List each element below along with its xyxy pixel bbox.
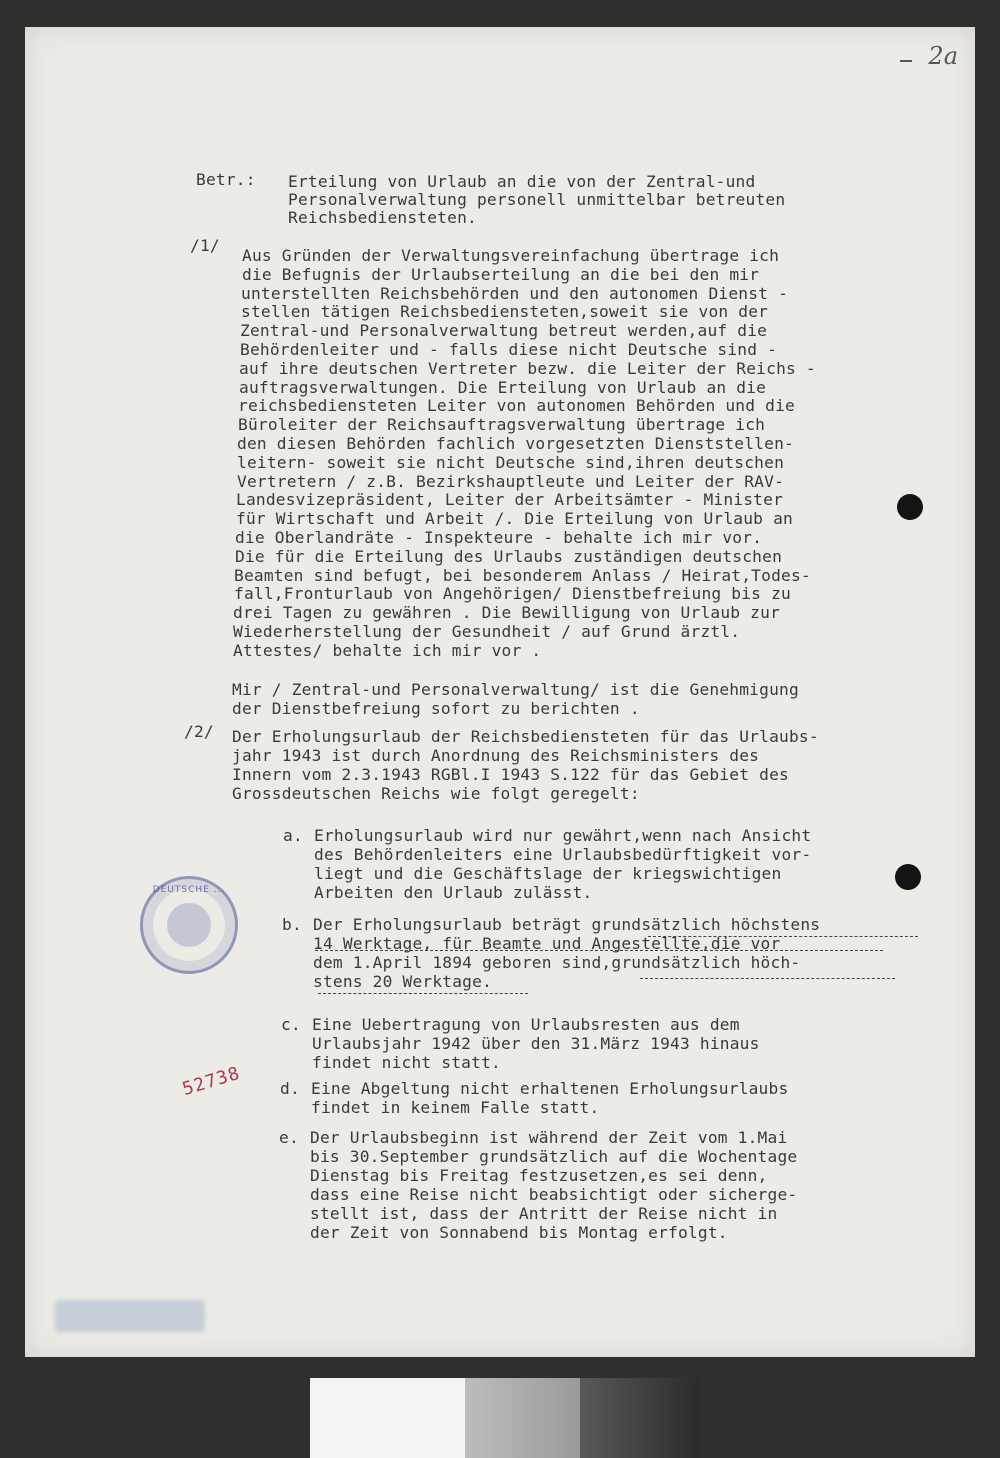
list-item-line: liegt und die Geschäftslage der kriegswichtigen [314,864,782,883]
paragraph-line: leitern- soweit sie nicht Deutsche sind,ihren deutschen [237,452,785,472]
list-item-line: Dienstag bis Freitag festzusetzen,es sei denn, [310,1166,768,1185]
list-item-line: dem 1.April 1894 geboren sind,grundsätzlich höch- [313,953,801,972]
list-item-line: findet nicht statt. [312,1053,501,1072]
list-item-line: Arbeiten den Urlaub zulässt. [314,883,593,902]
handwritten-page-mark: 2a [928,42,958,70]
paragraph-line: Innern vom 2.3.1943 RGBl.I 1943 S.122 für das Gebiet des [232,765,789,784]
punch-hole-top [897,494,923,520]
paragraph-line: Zentral-und Personalverwaltung betreut werden,auf die [240,321,768,341]
paragraph-line: auftragsverwaltungen. Die Erteilung von Urlaub an die [239,377,767,397]
section-number: /1/ [190,236,220,255]
list-marker: d. [280,1079,300,1098]
list-item-line: 14 Werktage, für Beamte und Angestellte,die vor [313,934,781,953]
paragraph-line: Landesvizepräsident, Leiter der Arbeitsämter - Minister [236,490,784,510]
paragraph-line: fall,Fronturlaub von Angehörigen/ Dienstbefreiung bis zu [234,584,791,604]
handwritten-underline [315,950,883,951]
list-item-line: dass eine Reise nicht beabsichtigt oder sicherge- [310,1185,798,1204]
paragraph-line: jahr 1943 ist durch Anordnung des Reichsministers des [232,746,760,765]
subject-line: Personalverwaltung personell unmittelbar betreuten [288,190,786,209]
handwritten-underline [648,936,918,937]
stamp-eagle-emblem [167,903,211,947]
list-marker: c. [281,1015,301,1034]
archive-number: 52738 [180,1062,243,1101]
paragraph-line: Büroleiter der Reichsauftragsverwaltung übertrage ich [238,415,766,435]
paragraph-line: Die für die Erteilung des Urlaubs zuständigen deutschen [235,546,783,566]
list-item-line: stens 20 Werktage. [313,972,493,991]
paragraph-line: den diesen Behörden fachlich vorgesetzten Dienststellen- [237,434,794,453]
paragraph-line: Attestes/ behalte ich mir vor . [233,640,542,660]
paragraph-line: Aus Gründen der Verwaltungsvereinfachung übertrage ich [242,246,780,265]
ink-smudge [55,1300,205,1332]
paragraph-line: reichsbediensteten Leiter von autonomen Behörden und die [238,396,795,416]
subject-label: Betr.: [196,170,256,189]
handwritten-underline [318,993,528,994]
subject-line: Erteilung von Urlaub an die von der Zentral-und [288,172,756,191]
paragraph-line: Wiederherstellung der Gesundheit / auf Grund ärztl. [233,622,741,641]
list-marker: a. [283,826,303,845]
list-item-line: Der Urlaubsbeginn ist während der Zeit vom 1.Mai [310,1128,788,1147]
paragraph-line: Mir / Zentral-und Personalverwaltung/ ist die Genehmigung [232,680,799,699]
archive-stamp-text: DEUTSCHE ... [152,885,226,895]
list-marker: b. [282,915,302,934]
paragraph-line: drei Tagen zu gewähren . Die Bewilligung von Urlaub zur [233,603,781,623]
list-item-line: bis 30.September grundsätzlich auf die Wochentage [310,1147,798,1166]
list-item-line: Urlaubsjahr 1942 über den 31.März 1943 hinaus [312,1034,760,1053]
section-number: /2/ [184,722,214,741]
list-item-line: Der Erholungsurlaub beträgt grundsätzlich höchstens [313,915,821,934]
list-item-line: stellt ist, dass der Antritt der Reise nicht in [310,1204,778,1223]
list-item-line: findet in keinem Falle statt. [311,1098,600,1117]
paragraph-line: die Befugnis der Urlaubserteilung an die bei den mir [242,264,760,284]
list-item-line: der Zeit von Sonnabend bis Montag erfolgt. [310,1223,728,1242]
list-item-line: Eine Uebertragung von Urlaubsresten aus dem [312,1015,740,1034]
handwritten-dash [900,60,912,62]
paragraph-line: stellen tätigen Reichsbediensteten,soweit sie von der [241,302,769,322]
paragraph-line: Der Erholungsurlaub der Reichsbediensteten für das Urlaubs- [232,727,819,746]
paragraph-line: auf ihre deutschen Vertreter bezw. die Leiter der Reichs - [239,358,816,378]
paragraph-line: Behördenleiter und - falls diese nicht Deutsche sind - [240,340,778,359]
paragraph-line: unterstellten Reichsbehörden und den autonomen Dienst - [241,283,789,303]
list-item-line: des Behördenleiters eine Urlaubsbedürftigkeit vor- [314,845,812,864]
paragraph-line: Vertretern / z.B. Bezirkshauptleute und Leiter der RAV- [237,471,785,491]
paragraph-line: für Wirtschaft und Arbeit /. Die Erteilung von Urlaub an [236,509,793,529]
list-item-line: Erholungsurlaub wird nur gewährt,wenn nach Ansicht [314,826,812,845]
list-marker: e. [279,1128,299,1147]
subject-line: Reichsbediensteten. [288,208,477,227]
list-item-line: Eine Abgeltung nicht erhaltenen Erholungsurlaubs [311,1079,789,1098]
archive-stamp [140,876,238,974]
handwritten-underline [640,978,895,979]
paragraph-line: der Dienstbefreiung sofort zu berichten . [232,699,640,718]
paragraph-line: Beamten sind befugt, bei besonderem Anlass / Heirat,Todes- [234,565,811,585]
paragraph-line: Grossdeutschen Reichs wie folgt geregelt: [232,784,640,803]
punch-hole-bottom [895,864,921,890]
paragraph-line: die Oberlandräte - Inspekteure - behalte ich mir vor. [235,528,763,547]
